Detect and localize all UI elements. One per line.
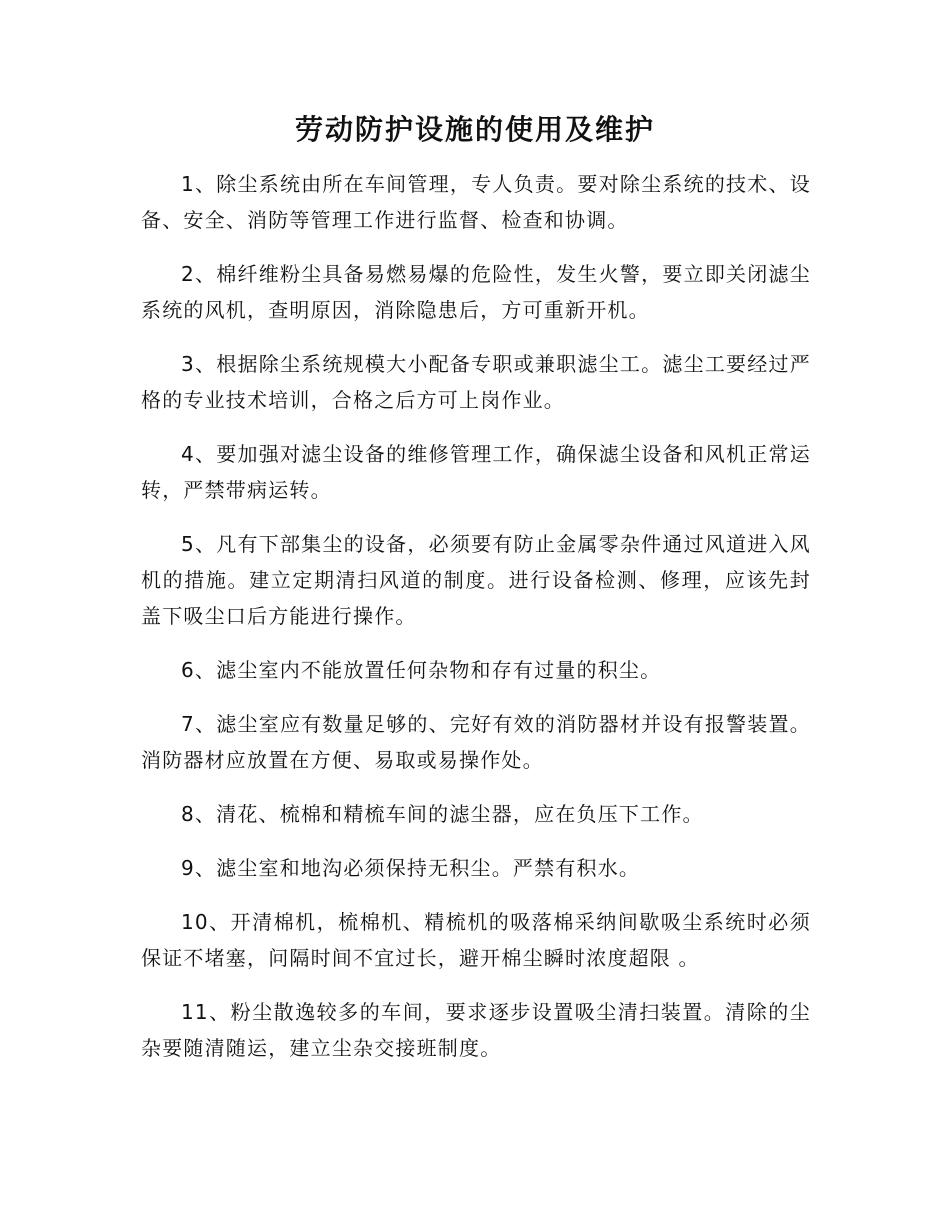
paragraph-3: 3、根据除尘系统规模大小配备专职或兼职滤尘工。滤尘工要经过严格的专业技术培训，合格之后方可上岗作业。 [141,352,811,412]
document-title: 劳动防护设施的使用及维护 [294,113,655,146]
paragraph-4: 4、要加强对滤尘设备的维修管理工作，确保滤尘设备和风机正常运转，严禁带病运转。 [141,442,811,502]
paragraph-8: 8、清花、梳棉和精梳车间的滤尘器，应在负压下工作。 [181,802,704,826]
paragraph-5: 5、凡有下部集尘的设备，必须要有防止金属零杂件通过风道进入风机的措施。建立定期清扫风道的制度。进行设备检测、修理，应该先封盖下吸尘口后方能进行操作。 [141,532,811,628]
paragraph-7: 7、滤尘室应有数量足够的、完好有效的消防器材并设有报警装置。消防器材应放置在方便、易取或易操作处。 [141,712,811,772]
document-body [141,166,811,1084]
paragraph-11: 11、粉尘散逸较多的车间，要求逐步设置吸尘清扫装置。清除的尘杂要随清随运，建立尘杂交接班制度。 [141,1000,811,1060]
paragraph-6: 6、滤尘室内不能放置任何杂物和存有过量的积尘。 [181,658,662,682]
paragraph-9: 9、滤尘室和地沟必须保持无积尘。严禁有积水。 [181,856,641,880]
paragraph-1: 1、除尘系统由所在车间管理，专人负责。要对除尘系统的技术、设备、安全、消防等管理工作进行监督、检查和协调。 [141,172,811,232]
paragraph-10: 10、开清棉机，梳棉机、精梳机的吸落棉采纳间歇吸尘系统时必须保证不堵塞，问隔时间不宜过长，避开棉尘瞬时浓度超限 。 [141,910,811,970]
paragraph-2: 2、棉纤维粉尘具备易燃易爆的危险性，发生火警，要立即关闭滤尘系统的风机，查明原因，消除隐患后，方可重新开机。 [141,262,811,322]
